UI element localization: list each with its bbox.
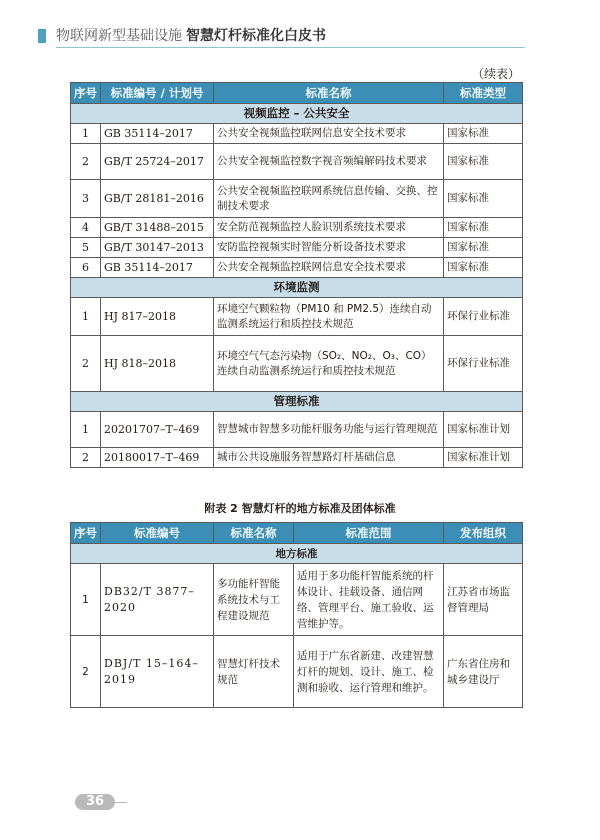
row-name: 环境空气气态污染物（SO₂、NO₂、O₃、CO）连续自动监测系统运行和质控技术规范 [214,336,444,392]
table-row [71,564,523,636]
col-header-scope: 标准范围 [294,523,444,544]
row-no: 2 [71,448,101,468]
row-org: 广东省住房和城乡建设厅 [444,636,523,708]
col-header-no: 序号 [71,523,101,544]
row-no: 2 [71,636,101,708]
col-header-name: 标准名称 [214,523,294,544]
row-type: 国家标准计划 [444,412,523,448]
page-header [0,26,600,48]
row-type: 国家标准 [444,180,523,218]
row-code: GB 35114–2017 [101,258,214,278]
row-code: GB/T 30147–2013 [101,238,214,258]
row-name: 公共安全视频监控联网信息安全技术要求 [214,258,444,278]
row-scope: 适用于广东省新建、改建智慧灯杆的规划、设计、施工、检测和验收、运行管理和维护。 [294,636,444,708]
standards-table-continued [70,82,523,468]
row-name: 智慧城市智慧多功能杆服务功能与运行管理规范 [214,412,444,448]
header-title-book: 智慧灯杆标准化白皮书 [186,28,326,44]
row-scope: 适用于多功能杆智能系统的杆体设计、挂载设备、通信网络、管理平台、施工验收、运营维护等。 [294,564,444,636]
table-row [71,448,523,468]
section-title-video: 视频监控 – 公共安全 [71,104,523,124]
row-code: HJ 818–2018 [101,336,214,392]
row-no: 4 [71,218,101,238]
row-type: 国家标准计划 [444,448,523,468]
continued-label: （续表） [471,67,520,81]
table-row [71,124,523,144]
section-title-environment: 环境监测 [71,278,523,298]
row-type: 国家标准 [444,238,523,258]
row-name: 城市公共设施服务智慧路灯杆基础信息 [214,448,444,468]
row-type: 环保行业标准 [444,336,523,392]
table2-caption: 附表 2 智慧灯杆的地方标准及团体标准 [204,502,396,515]
section-title-management: 管理标准 [71,392,523,412]
col-header-type: 标准类型 [444,83,523,104]
header-title [56,26,326,46]
col-header-no: 序号 [71,83,101,104]
col-header-code: 标准编号 [101,523,214,544]
row-name: 智慧灯杆技术规范 [214,636,294,708]
table-row [71,238,523,258]
row-no: 1 [71,124,101,144]
table-header-row [71,83,523,104]
header-title-series: 物联网新型基础设施 [56,28,182,44]
row-type: 国家标准 [444,144,523,180]
row-code: HJ 817–2018 [101,298,214,336]
row-code: GB/T 28181–2016 [101,180,214,218]
row-name: 安防监控视频实时智能分析设备技术要求 [214,238,444,258]
table-row [71,298,523,336]
table-row [71,144,523,180]
row-type: 国家标准 [444,124,523,144]
row-name: 公共安全视频监控数字视音频编解码技术要求 [214,144,444,180]
row-no: 1 [71,564,101,636]
page-number: 36 [75,794,115,810]
table-row [71,336,523,392]
header-accent-bar [38,29,46,43]
table-row [71,636,523,708]
row-code: 20201707–T–469 [101,412,214,448]
section-title-local: 地方标准 [71,544,523,564]
row-name: 公共安全视频监控联网信息安全技术要求 [214,124,444,144]
row-no: 2 [71,336,101,392]
page-number-rule [115,802,127,803]
row-code: GB/T 25724–2017 [101,144,214,180]
row-name: 安全防范视频监控人脸识别系统技术要求 [214,218,444,238]
row-no: 3 [71,180,101,218]
row-type: 国家标准 [444,218,523,238]
table-header-row [71,523,523,544]
row-org: 江苏省市场监督管理局 [444,564,523,636]
row-code: GB/T 31488–2015 [101,218,214,238]
table-row [71,412,523,448]
table-row [71,218,523,238]
row-code: DBJ/T 15–164–2019 [101,636,214,708]
row-code: GB 35114–2017 [101,124,214,144]
local-standards-table [70,522,523,708]
row-name: 公共安全视频监控联网系统信息传输、交换、控制技术要求 [214,180,444,218]
col-header-org: 发布组织 [444,523,523,544]
table-row [71,258,523,278]
row-no: 2 [71,144,101,180]
row-name: 多功能杆智能系统技术与工程建设规范 [214,564,294,636]
col-header-code: 标准编号 / 计划号 [101,83,214,104]
row-code: 20180017–T–469 [101,448,214,468]
row-no: 6 [71,258,101,278]
row-no: 5 [71,238,101,258]
table-row [71,180,523,218]
col-header-name: 标准名称 [214,83,444,104]
row-no: 1 [71,412,101,448]
row-name: 环境空气颗粒物（PM10 和 PM2.5）连续自动监测系统运行和质控技术规范 [214,298,444,336]
row-type: 环保行业标准 [444,298,523,336]
header-rule [56,47,525,48]
row-no: 1 [71,298,101,336]
row-code: DB32/T 3877–2020 [101,564,214,636]
row-type: 国家标准 [444,258,523,278]
